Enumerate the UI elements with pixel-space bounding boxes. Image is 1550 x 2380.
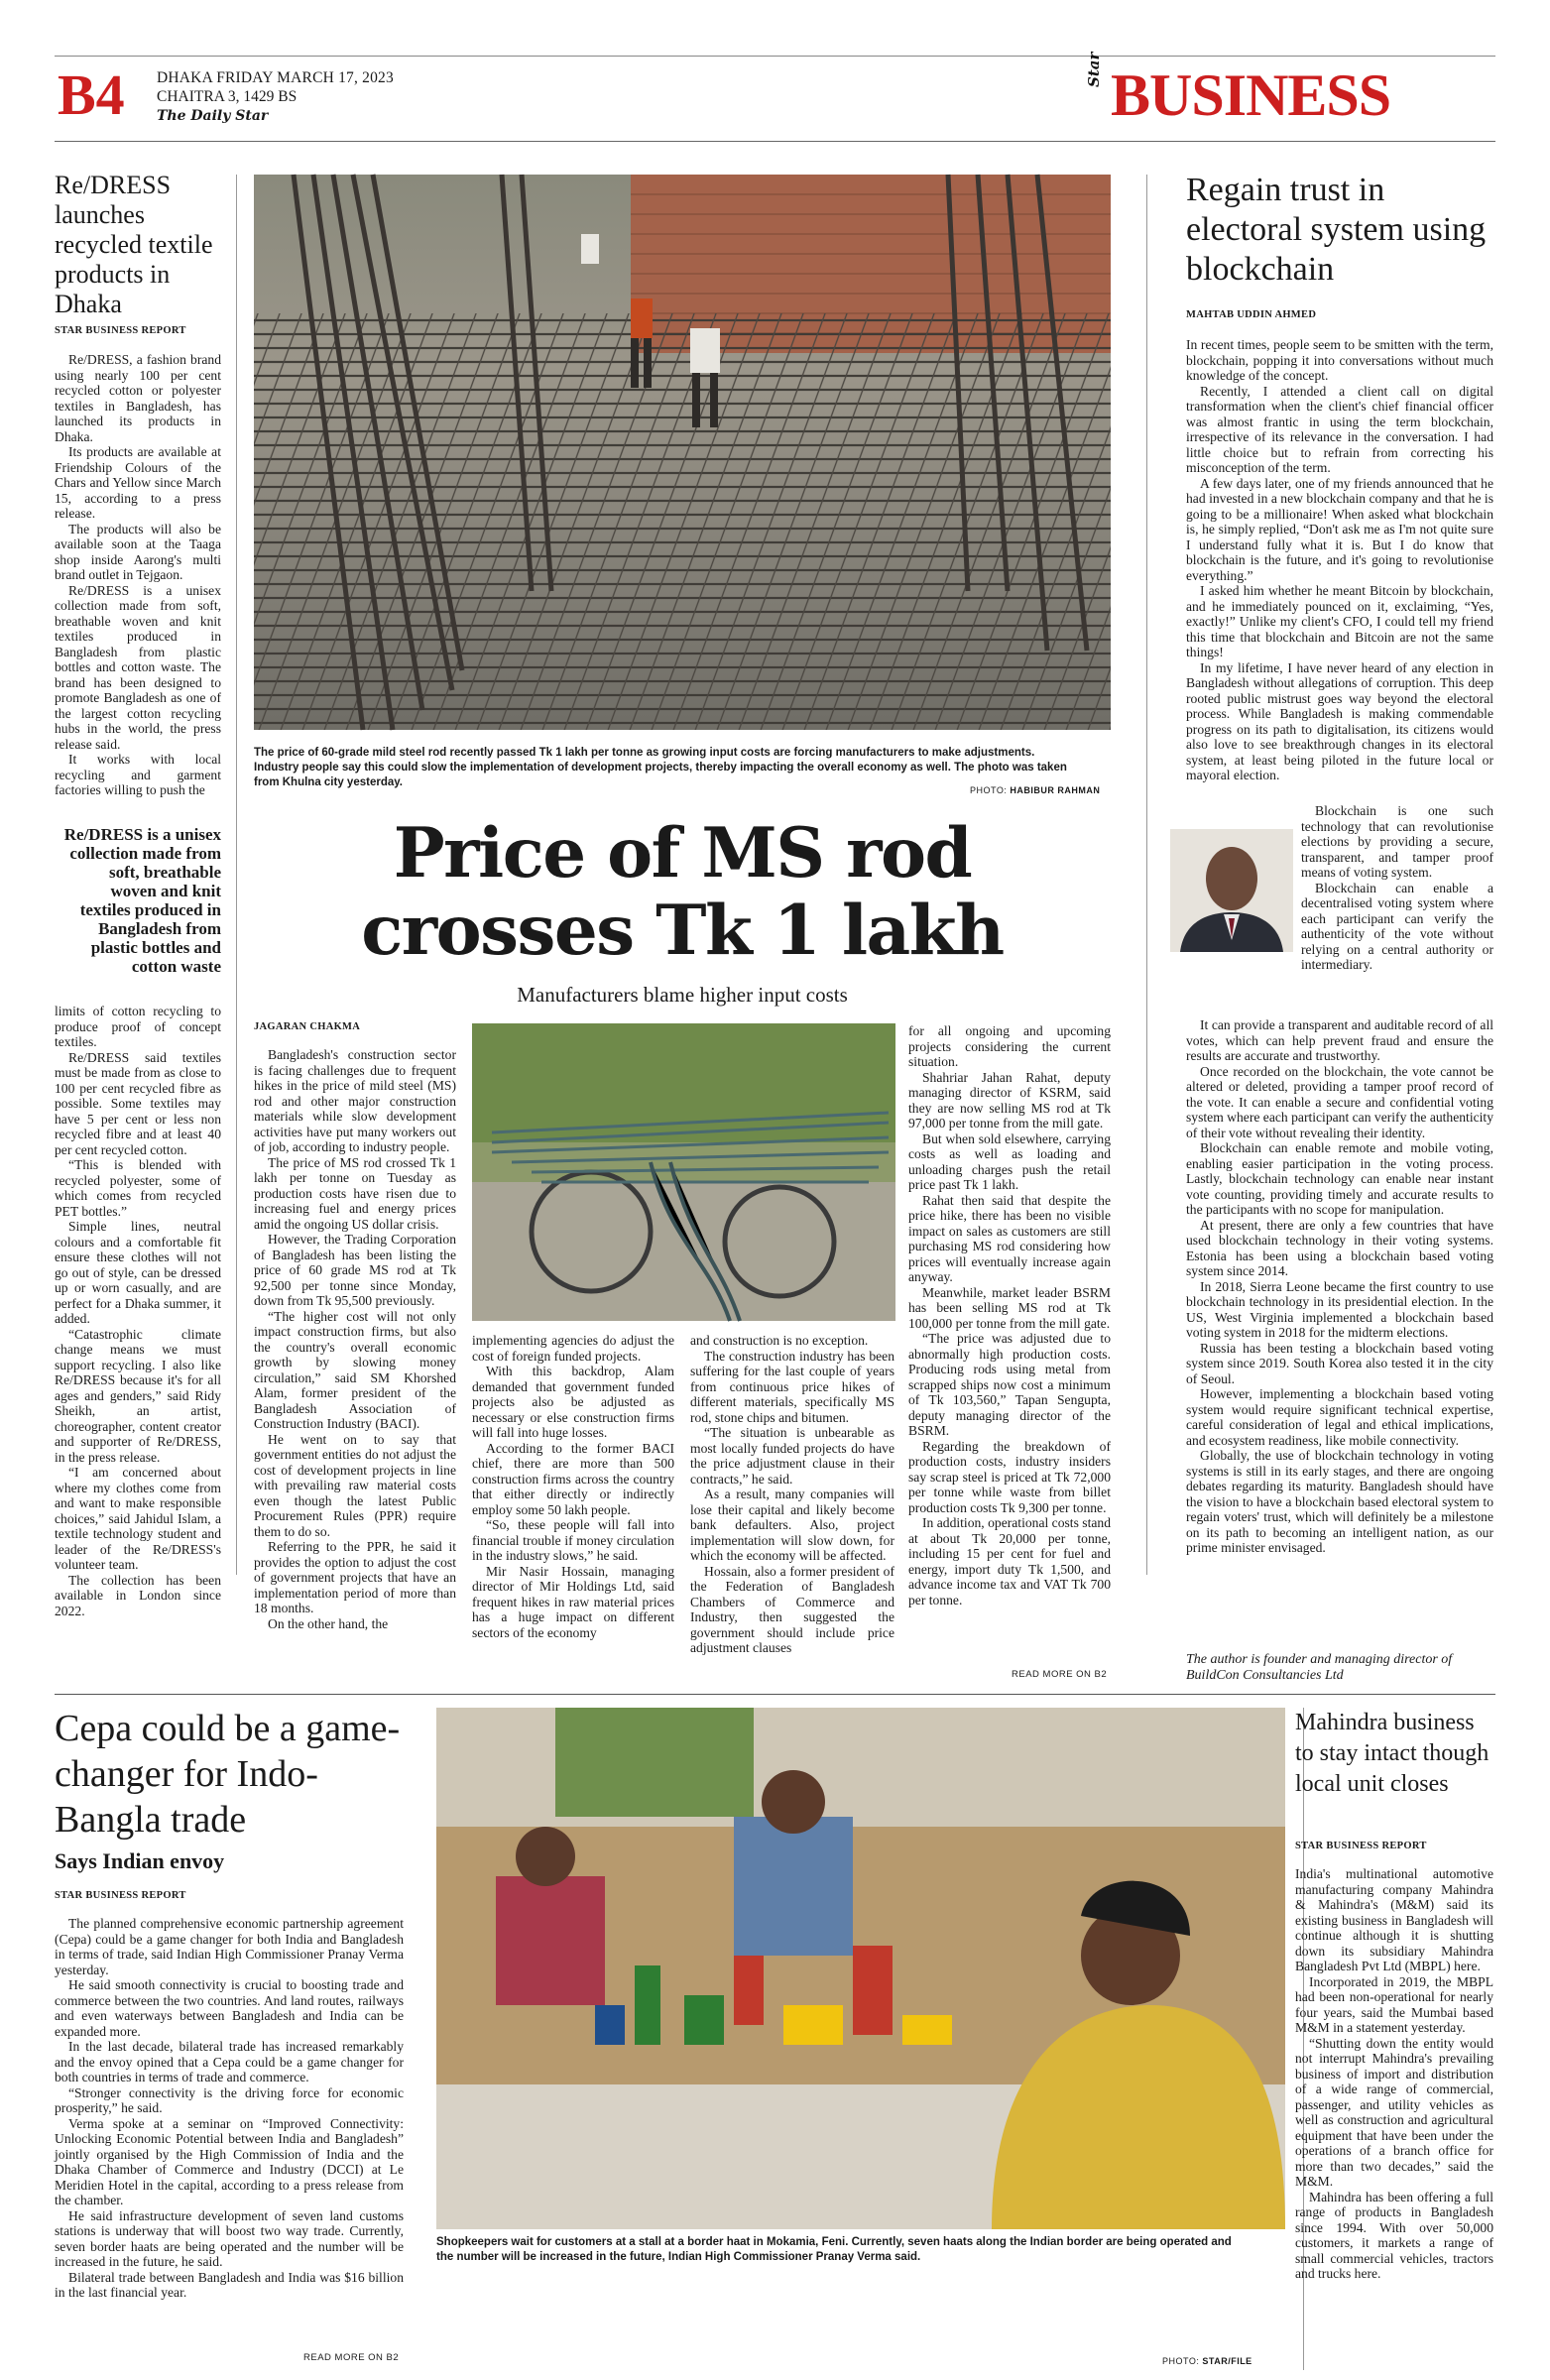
redress-body-top — [55, 352, 221, 811]
paragraph: Re/DRESS said textiles must be made from as close to 100 per cent recycled fibre as possible. Some textiles may have 5 per cent or less non recycled fibre and at least 40 per cent recycled cotton. — [55, 1049, 221, 1157]
blockchain-body-top — [1186, 337, 1493, 797]
paragraph: and construction is no exception. — [690, 1333, 869, 1348]
msrod-photo-caption: The price of 60-grade mild steel rod recently passed Tk 1 lakh per tonne as growing input costs are forcing manufacturers to make adjustments. Industry people say this could slow the implementation of development projects, thereby impacting the overall economy as well. The photo was taken from Khulna city yesterday. — [254, 747, 1067, 788]
paragraph: According to the former BACI chief, there are more than 500 construction firms across the country that either directly or indirectly employ some 50 lakh people. — [472, 1440, 674, 1517]
cepa-subhead: Says Indian envoy — [55, 1848, 225, 1873]
paragraph: Re/DRESS is a unisex collection made from soft, breathable woven and knit textiles produced in Bangladesh from plastic bottles and cotton waste. The brand has been designed to promote Bangladesh as one of the largest cotton recycling hubs in the world, the press release said. — [55, 582, 221, 752]
paragraph: With this backdrop, Alam demanded that government funded projects also be adjusted as necessary or else construction firms will fall into huge losses. — [472, 1364, 674, 1440]
paragraph: In 2018, Sierra Leone became the first country to use blockchain technology in its presidential election. In the US, West Virginia implemented a blockchain based voting system in 2018 for the midterm elections. — [1186, 1278, 1493, 1340]
paragraph: “The higher cost will not only impact construction firms, but also the country's overall economic growth by slowing money circulation,” said SM Khorshed Alam, former president of the Bangladesh Association of Construction Industry (BACI). — [254, 1308, 456, 1431]
paragraph: “The price was adjusted due to abnormally high production costs. Producing rods using metal from scrapped ships now cost a minimum of Tk 103,560,” Tapan Sengupta, deputy managing director of the BSRM. — [908, 1331, 1111, 1438]
blockchain-author-note: The author is founder and managing director of BuildCon Consultancies Ltd — [1186, 1652, 1453, 1683]
msrod-headline — [254, 815, 1111, 970]
cepa-byline: STAR BUSINESS REPORT — [55, 1890, 186, 1901]
blockchain-byline: MAHTAB UDDIN AHMED — [1186, 309, 1317, 320]
paragraph: Globally, the use of blockchain technology in voting systems is still in its early stages, and there are ongoing debates regarding its maturity. Bangladesh should have the vision to have a blockchain based electoral system to regain voters' trust, which will definitely be a milestone on its path to becoming an intelligent nation, as our prime minister envisaged. — [1186, 1448, 1493, 1555]
paragraph: Referring to the PPR, he said it provides the option to adjust the cost of government projects that have an implementation period of more than 18 months. — [254, 1539, 456, 1615]
paragraph: In recent times, people seem to be smitten with the term, blockchain, popping it into conversations without much knowledge of the concept. — [1186, 337, 1493, 383]
paragraph: Blockchain is one such technology that can revolutionise elections by providing a secure, transparent, and tamper proof means of voting system. — [1301, 803, 1493, 880]
mahindra-headline: Mahindra business to stay intact though local unit closes — [1295, 1710, 1490, 1797]
author-portrait — [1170, 829, 1293, 952]
redress-headline: Re/DRESS launches recycled textile products in Dhaka — [55, 171, 213, 318]
paragraph: The collection has been available in London since 2022. — [55, 1572, 221, 1618]
star-mark: Star — [1085, 52, 1103, 87]
paragraph: But when sold elsewhere, carrying costs as well as loading and unloading charges push the retail price past Tk 1 lakh. — [908, 1130, 1111, 1192]
msrod-headline-line1: Price of MS rod — [393, 813, 972, 893]
cepa-photo-credit — [1162, 2356, 1252, 2366]
paragraph: “Stronger connectivity is the driving force for economic prosperity,” he said. — [55, 2084, 404, 2115]
paragraph: Incorporated in 2019, the MBPL had been non-operational for nearly four years, said the Mumbai based M&M in a statement yesterday. — [1295, 1973, 1493, 2035]
paragraph: limits of cotton recycling to produce proof of concept textiles. — [55, 1004, 221, 1049]
paragraph: He said smooth connectivity is crucial to boosting trade and commerce between the two countries. And land routes, railways and even waterways between Bangladesh and India can be expanded more. — [55, 1977, 404, 2039]
paragraph: “The situation is unbearable as most locally funded projects do have the price adjustment clause in their contracts,” he said. — [690, 1425, 894, 1487]
paragraph: At present, there are only a few countries that have used blockchain technology in their voting systems. Estonia has been using a blockchain based voting system since 2014. — [1186, 1217, 1493, 1278]
paragraph: Meanwhile, market leader BSRM has been selling MS rod at Tk 100,000 per tonne from the mill gate. — [908, 1284, 1111, 1331]
paragraph: Bangladesh's construction sector is facing challenges due to frequent hikes in the price of mild steel (MS) rod and other major construction materials while slow development activities have put many workers out of job, according to industry people. — [254, 1047, 456, 1154]
cepa-photo-caption: Shopkeepers wait for customers at a stall at a border haat in Mokamia, Feni. Currently, seven haats along the Indian border are being operated and the number will be increased in the future, Indian High Commissioner Pranay Verma said. — [436, 2236, 1232, 2263]
paper-name: The Daily Star — [157, 108, 269, 124]
paragraph: Its products are available at Friendship Colours of the Chars and Yellow since March 15, according to a press release. — [55, 444, 221, 521]
msrod-col1 — [254, 1047, 456, 1682]
paragraph: for all ongoing and upcoming projects considering the current situation. — [908, 1023, 1111, 1069]
blockchain-wrap-text — [1301, 803, 1493, 1016]
credit-name: STAR/FILE — [1202, 2356, 1252, 2366]
blockchain-body-bottom — [1186, 1017, 1493, 1553]
paragraph: Simple lines, neutral colours and a comfortable fit ensure these clothes will not go out of style, can be dressed up or worn casually, and are perfect for a Dhaka summer, it added. — [55, 1219, 221, 1326]
paragraph: “Shutting down the entity would not interrupt Mahindra's prevailing business of import and distribution of a wide range of commercial, passenger, and utility vehicles as well as construction and agricultural equipment that have been under the operations of a branch office for more than two decades,” said the M&M. — [1295, 2035, 1493, 2189]
paragraph: Once recorded on the blockchain, the vote cannot be altered or deleted, providing a tamper proof record of the vote. It can enable a secure and confidential voting system where each participant can verify the authenticity of their vote without revealing their identity. — [1186, 1063, 1493, 1140]
paragraph: Mahindra has been offering a full range of products in Bangladesh since 1994. With over 50,000 customers, it markets a range of small commercial vehicles, tractors and trucks here. — [1295, 2189, 1493, 2281]
paragraph: Rahat then said that despite the price hike, there has been no visible impact on sales as customers are still purchasing MS rod considering how prices will eventually increase again anyway. — [908, 1192, 1111, 1284]
paragraph: As a result, many companies will lose their capital and likely become bank defaulters. Also, project implementation will slow down, for which the economy will be affected. — [690, 1487, 894, 1563]
paragraph: The construction industry has been suffering for the last couple of years from continuous price hikes of different materials, specifically MS rod, stone chips and bitumen. — [690, 1348, 894, 1425]
paragraph: A few days later, one of my friends announced that he had invested in a new blockchain company and that he is going to be a millionaire! When asked what blockchain is, he simply replied, “Don't ask me as I'm not quite sure I understand fully what it is. But I do know that blockchain is the future, and it's going to revolutionise everything.” — [1186, 475, 1493, 583]
paragraph: Re/DRESS, a fashion brand using nearly 100 per cent recycled cotton or polyester textiles in Bangladesh, has launched its products in Dhaka. — [55, 352, 221, 444]
paragraph: Verma spoke at a seminar on “Improved Connectivity: Unlocking Economic Potential between India and Bangladesh” jointly organised by the High Commission of India and the Dhaka Chamber of Commerce and Industry (DCCI) at Le Meridien Hotel in the capital, according to a press release from the chamber. — [55, 2115, 404, 2207]
msrod-col2 — [472, 1333, 674, 1682]
credit-name: HABIBUR RAHMAN — [1010, 785, 1101, 795]
mahindra-body — [1295, 1866, 1493, 2370]
msrod-subhead: Manufacturers blame higher input costs — [517, 983, 848, 1007]
msrod-read-more[interactable]: READ MORE ON B2 — [1012, 1669, 1108, 1680]
paragraph: In the last decade, bilateral trade has increased remarkably and the envoy opined that a Cepa could be a game changer for both countries in terms of trade and commerce. — [55, 2039, 404, 2084]
msrod-col4 — [908, 1023, 1111, 1664]
paragraph: Regarding the breakdown of production costs, industry insiders say scrap steel is priced at Tk 72,000 per tonne while waste from billet production costs Tk 9,300 per tonne. — [908, 1438, 1111, 1515]
paragraph: Shahriar Jahan Rahat, deputy managing director of KSRM, said they are now selling MS rod at Tk 97,000 per tonne from the mill gate. — [908, 1069, 1111, 1130]
paragraph: “Catastrophic climate change means we must support recycling. I also like Re/DRESS because it's for all ages and genders,” said Ridy Sheikh, an artist, choreographer, content creator and supporter of Re/DRESS, in the press release. — [55, 1326, 221, 1465]
paragraph: India's multinational automotive manufacturing company Mahindra & Mahindra's (M&M) said its existing business in Bangladesh will continue although it is shutting down its subsidiary Mahindra Bangladesh Pvt Ltd (MBPL) here. — [1295, 1866, 1493, 1973]
paragraph: “This is blended with recycled polyester, some of which comes from recycled PET bottles.” — [55, 1157, 221, 1219]
paragraph: The products will also be available soon at the Taaga shop inside Aarong's multi brand outlet in Tejgaon. — [55, 521, 221, 582]
paragraph: “I am concerned about where my clothes come from and want to make responsible choices,” said Jahidul Islam, a textile technology student and leader of the Re/DRESS's volunteer team. — [55, 1465, 221, 1572]
blockchain-headline: Regain trust in electoral system using blockchain — [1186, 172, 1487, 288]
cepa-headline: Cepa could be a game-changer for Indo-Bangla trade — [55, 1708, 401, 1841]
paragraph: “So, these people will fall into financial trouble if money circulation in the industry slows,” he said. — [472, 1517, 674, 1563]
redress-body-bottom — [55, 1004, 221, 1618]
pull-quote: Re/DRESS is a unisex collection made from soft, breathable woven and knit textiles produced in Bangladesh from plastic bottles and cotton waste — [63, 825, 221, 976]
section-title: BUSINESS — [1111, 62, 1391, 128]
paragraph: However, implementing a blockchain based voting system would require significant technical expertise, careful consideration of legal and ethical implications, and ecosystem readiness, like mobile connectivity. — [1186, 1386, 1493, 1448]
credit-label: PHOTO: — [1162, 2356, 1200, 2366]
paragraph: On the other hand, the — [268, 1615, 389, 1631]
redress-byline: STAR BUSINESS REPORT — [55, 325, 186, 336]
paragraph: Blockchain can enable a decentralised voting system where each participant can verify the authenticity of the vote without relying on a central authority or intermediary. — [1301, 880, 1493, 972]
msrod-photo-credit — [970, 785, 1100, 795]
msrod-headline-line2: crosses Tk 1 lakh — [361, 891, 1004, 971]
msrod-byline: JAGARAN CHAKMA — [254, 1021, 361, 1032]
paragraph: It can provide a transparent and auditable record of all votes, which can help prevent fraud and ensure the results are accurate and trustworthy. — [1186, 1017, 1493, 1063]
paragraph: In addition, operational costs stand at about Tk 20,000 per tonne, including 15 per cent for fuel and energy, import duty Tk 1,500, and advance income tax and VAT Tk 700 per tonne. — [908, 1515, 1111, 1607]
paragraph: Blockchain can enable remote and mobile voting, enabling easier participation in the voting process. Lastly, blockchain technology can enable near instant vote counting, providing timely and accurate results to the participants with no scope for manipulation. — [1186, 1140, 1493, 1217]
paragraph: I asked him whether he meant Bitcoin by blockchain, and he immediately pounced on it, exclaiming, “Yes, exactly!” Unlike my client's CFO, I could tell my friend this time that blockchain and Bitcoin are not the same things! — [1186, 583, 1493, 659]
paragraph: He said infrastructure development of seven land customs stations is underway that will boost two way trade. Currently, seven border haats are being operated and the number will be increased in the future, he said. — [55, 2207, 404, 2269]
paragraph: The price of MS rod crossed Tk 1 lakh per tonne on Tuesday as production costs have risen due to increasing fuel and energy prices amid the ongoing US dollar crisis. — [254, 1154, 456, 1232]
paragraph: The planned comprehensive economic partnership agreement (Cepa) could be a game changer for both India and Bangladesh in terms of trade, said Indian High Commissioner Pranay Verma yesterday. — [55, 1916, 404, 1977]
paragraph: Russia has been testing a blockchain based voting system since 2019. South Korea also tested it in the city of Seoul. — [1186, 1340, 1493, 1386]
paragraph: Recently, I attended a client call on digital transformation when the client's chief financial officer was almost frantic in using the term blockchain, irrespective of its relevance in the conversation. I had little choice but to refrain from correcting his misconception of the term. — [1186, 383, 1493, 475]
paragraph: Hossain, also a former president of the Federation of Bangladesh Chambers of Commerce and Industry, then suggested the government should include price adjustment clauses — [690, 1563, 894, 1655]
msrod-col3 — [690, 1333, 894, 1682]
paragraph: It works with local recycling and garment factories willing to push the — [55, 752, 221, 797]
mahindra-byline: STAR BUSINESS REPORT — [1295, 1841, 1427, 1851]
steel-rod-construction-photo — [254, 175, 1111, 730]
cepa-read-more[interactable]: READ MORE ON B2 — [303, 2352, 400, 2363]
paragraph: He went on to say that government entities do not adjust the cost of development projects in line with prevailing raw material costs even though the latest Public Procurement Rules (PPR) require them to do so. — [254, 1431, 456, 1539]
paragraph: Mir Nasir Hossain, managing director of Mir Holdings Ltd, said frequent hikes in raw material prices has a huge impact on different sectors of the economy — [472, 1563, 674, 1640]
border-haat-stall-photo — [436, 1708, 1285, 2229]
credit-label: PHOTO: — [970, 785, 1008, 795]
cepa-body — [55, 1916, 404, 2362]
date-line: DHAKA FRIDAY MARCH 17, 2023 — [157, 69, 394, 86]
paragraph: However, the Trading Corporation of Bangladesh has been listing the price of 60 grade MS rod at Tk 92,500 per tonne since Monday, down from Tk 95,500 previously. — [254, 1232, 456, 1308]
page-label: B4 — [58, 62, 125, 127]
paragraph: implementing agencies do adjust the cost of foreign funded projects. — [472, 1333, 674, 1364]
paragraph: Bilateral trade between Bangladesh and India was $16 billion in the last financial year. — [55, 2269, 404, 2300]
paragraph: In my lifetime, I have never heard of any election in Bangladesh without allegations of corruption. This deep rooted public mistrust goes way beyond the electoral process. While Bangladesh is making commendable progress on its path to digitalisation, its citizens would also love to see breakthrough changes in its electoral system, at least being piloted in the future local or mayoral election. — [1186, 659, 1493, 782]
bangla-date: CHAITRA 3, 1429 BS — [157, 88, 298, 105]
rickshaw-steel-rods-photo — [472, 1023, 895, 1321]
